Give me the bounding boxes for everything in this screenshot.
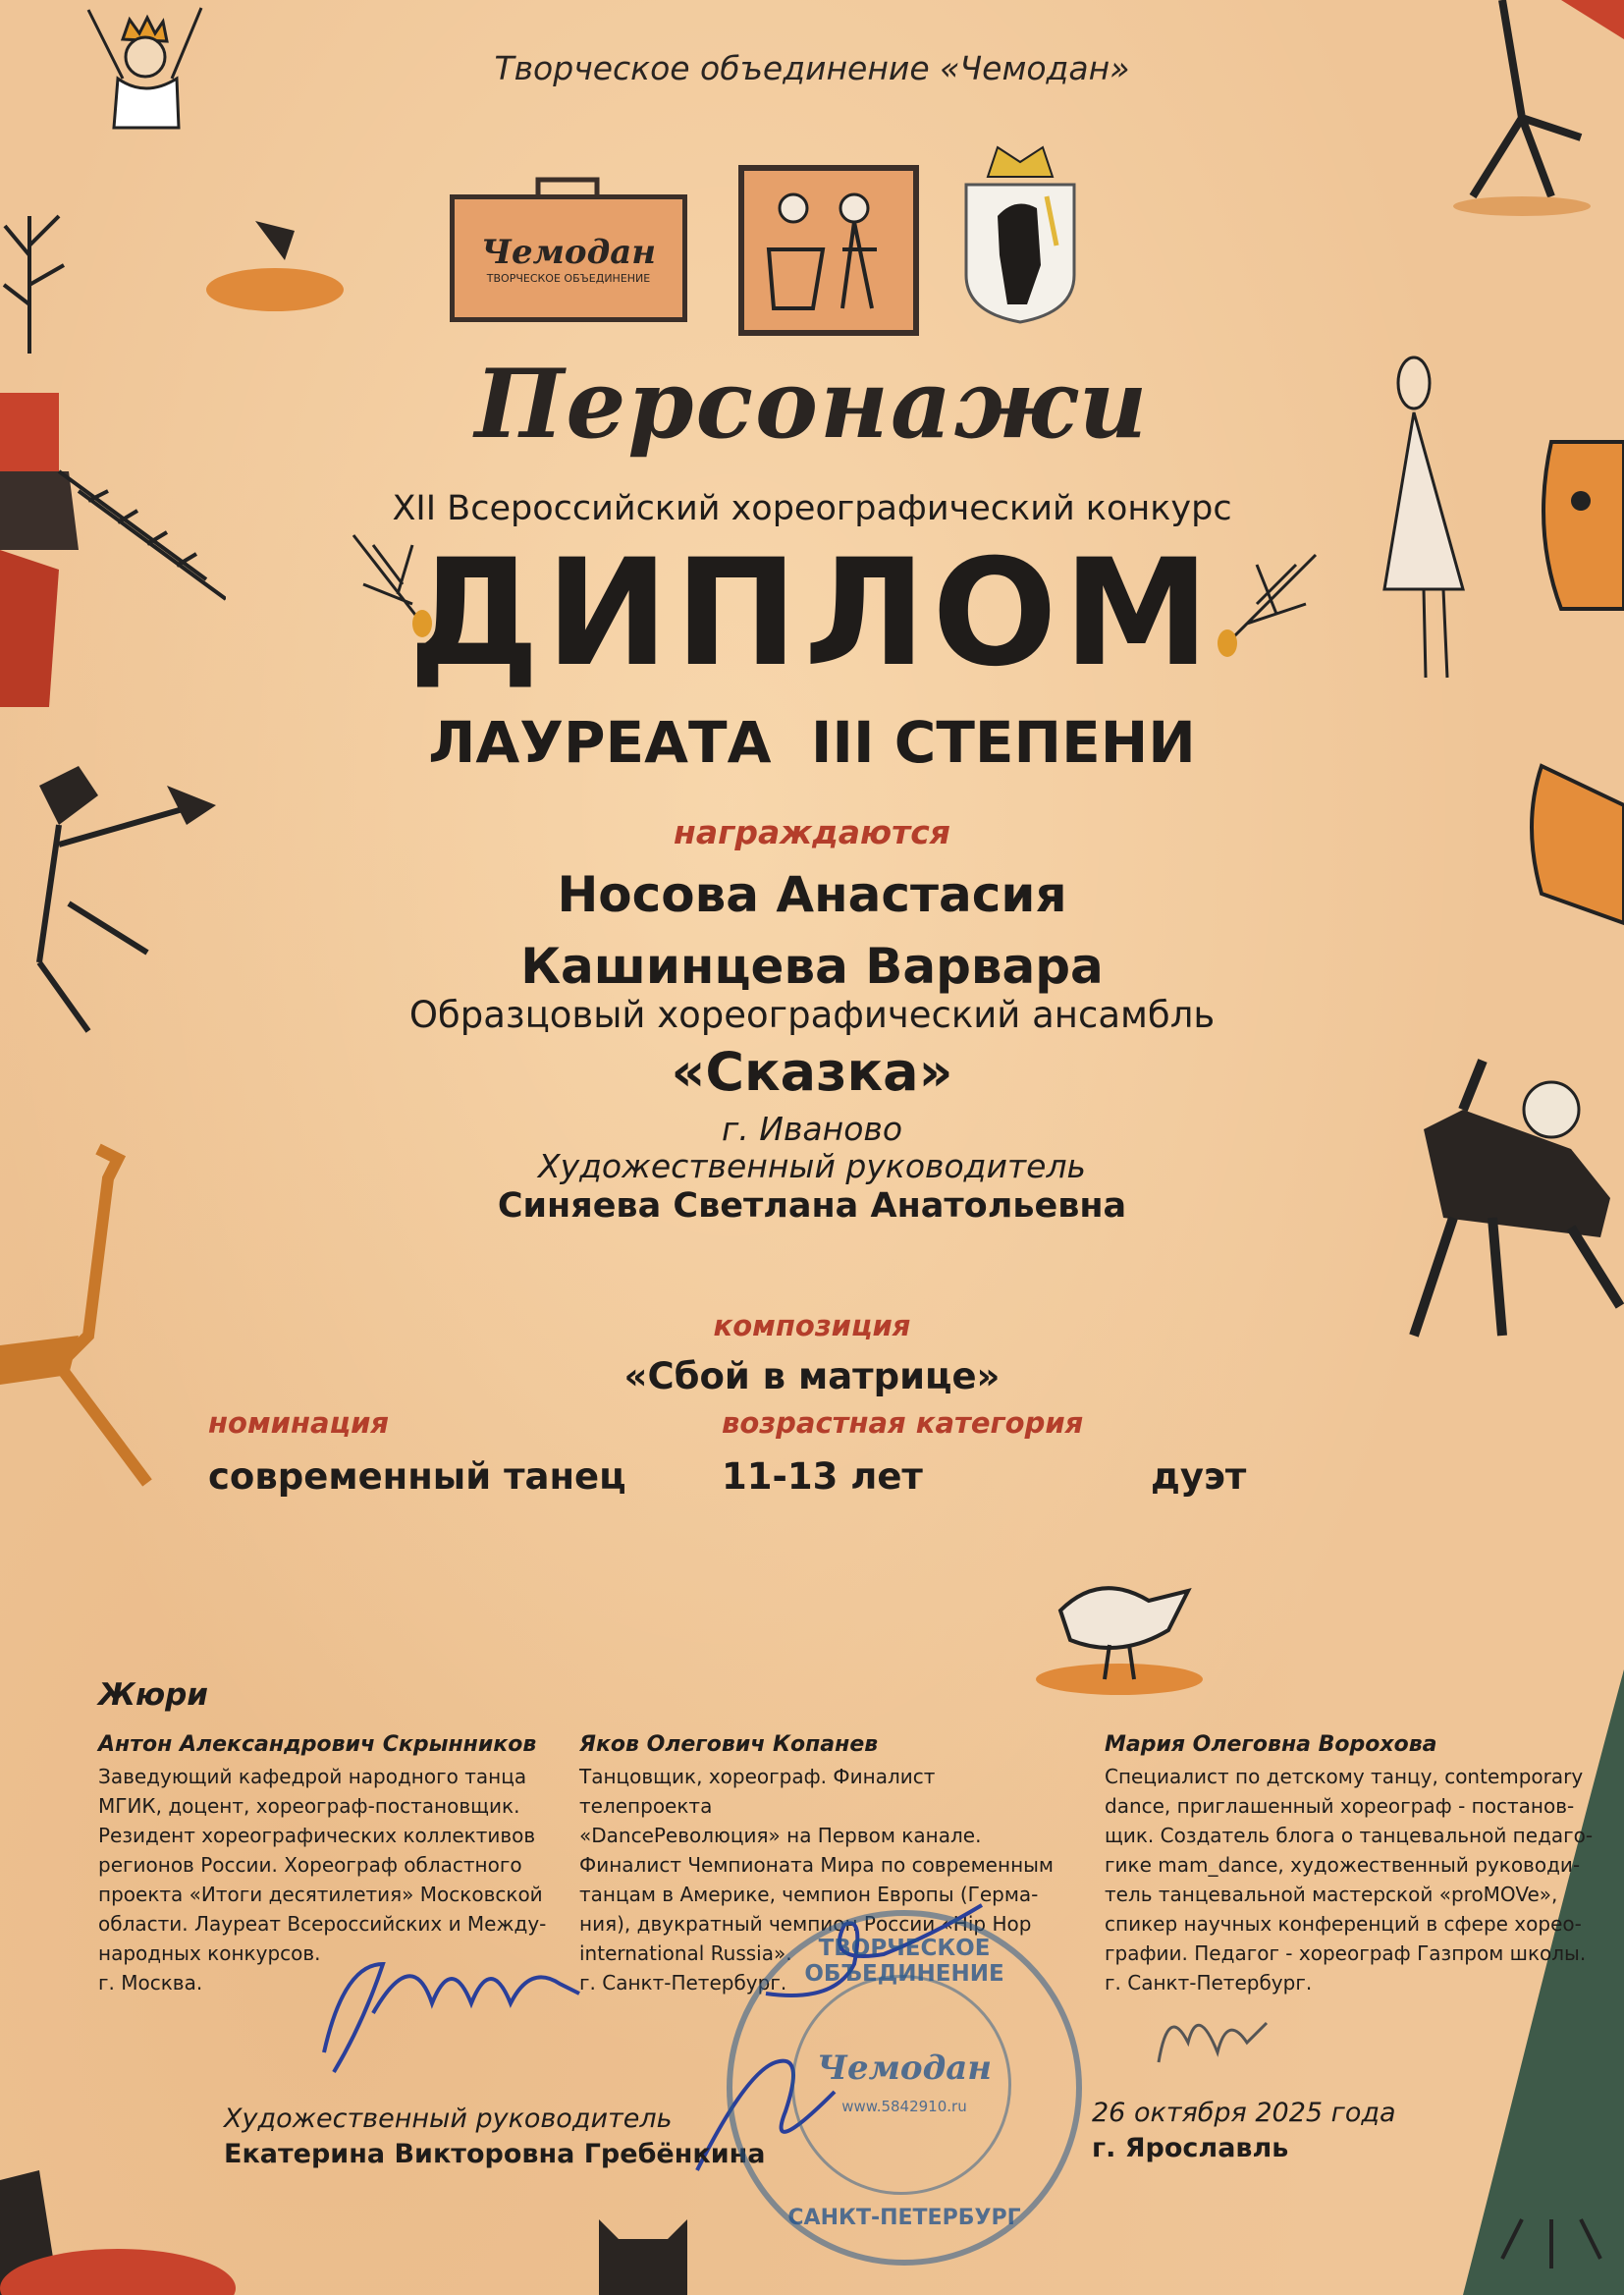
illustration-bird-top xyxy=(196,191,353,329)
brand-title: Персонажи xyxy=(474,349,1150,460)
puppets-icon xyxy=(744,171,901,318)
organization-title: Творческое объединение «Чемодан» xyxy=(494,49,1130,87)
issue-place: г. Ярославль xyxy=(1092,2133,1289,2163)
awardee-name-2: Кашинцева Варвара xyxy=(520,938,1104,995)
chemodan-logo xyxy=(450,194,687,322)
laureate-degree: ЛАУРЕАТА III СТЕПЕНИ xyxy=(428,709,1196,776)
director-title: Художественный руководитель xyxy=(224,2104,673,2134)
director-block xyxy=(224,2102,766,2172)
awardee-name-1: Носова Анастасия xyxy=(557,866,1067,923)
format-value: дуэт xyxy=(1151,1455,1247,1498)
ensemble-description: Образцовый хореографический ансамбль xyxy=(408,994,1216,1036)
stamp-center-text: Чемодан xyxy=(816,2049,993,2088)
bear-crest-icon xyxy=(958,137,1082,324)
leader-name: Синяева Светлана Анатольевна xyxy=(497,1186,1127,1226)
composition-value: «Сбой в матрице» xyxy=(623,1355,1001,1397)
jury-member-description: Специалист по детскому танцу, contemporary dance, приглашенный хореограф - постанов- щик. Создатель блога о танцевальной педаго- гике mam_dance, художественный руководи- тель танцевальной мастерской «proMOVe», спикер научных конференций в сфере хорео- графии. Педагог - хореограф Газпром школы. г. Санкт-Петербург. xyxy=(1105,1765,1594,1994)
contest-title: XII Всероссийский хореографический конкурс xyxy=(392,489,1232,528)
chemodan-logo-subtitle: ТВОРЧЕСКОЕ ОБЪЕДИНЕНИЕ xyxy=(486,271,651,285)
composition-label: композиция xyxy=(713,1309,911,1342)
ensemble-name: «Сказка» xyxy=(671,1041,953,1103)
illustration-top-right-lamp xyxy=(1414,0,1624,216)
signature-vorokhova xyxy=(1139,1984,1276,2092)
awarded-label: награждаются xyxy=(674,813,950,851)
jury-member-description: Заведующий кафедрой народного танца МГИК, доцент, хореограф-постановщик. Резидент хореографических коллективов регионов России. Хореограф областного проекта «Итоги десятилетия» Московской области. Лауреат Всероссийских и Между- народных конкурсов. г. Москва. xyxy=(98,1765,547,1994)
yaroslavl-coat-of-arms xyxy=(958,137,1082,324)
chemodan-logo-text: Чемодан xyxy=(480,232,657,272)
date-place-block xyxy=(1092,2096,1396,2166)
issue-date: 26 октября 2025 года xyxy=(1092,2098,1396,2128)
theater-logo xyxy=(738,165,919,336)
stamp-top-text: ТВОРЧЕСКОЕ ОБЪЕДИНЕНИЕ xyxy=(804,1936,1004,1987)
leader-title: Художественный руководитель xyxy=(537,1147,1086,1185)
illustration-left-tree xyxy=(0,196,79,354)
diploma-title: ДИПЛОМ xyxy=(407,528,1217,699)
age-category-value: 11-13 лет xyxy=(722,1455,923,1498)
jury-member-name: Антон Александрович Скрынников xyxy=(98,1732,537,1757)
ensemble-city: г. Иваново xyxy=(721,1110,903,1148)
jury-member-name: Мария Олеговна Ворохова xyxy=(1105,1732,1437,1757)
illustration-bottom-left xyxy=(0,2102,255,2295)
illustration-bottom-cat xyxy=(589,2200,697,2295)
suitcase-handle-icon xyxy=(533,174,602,199)
illustration-bird-middle xyxy=(1021,1552,1218,1709)
stamp-url: www.5842910.ru xyxy=(841,2098,967,2115)
jury-member-name: Яков Олегович Копанев xyxy=(579,1732,879,1757)
stamp-bottom-text: САНКТ-ПЕТЕРБУРГ xyxy=(787,2206,1021,2230)
nomination-label: номинация xyxy=(208,1406,390,1440)
nomination-value: современный танец xyxy=(208,1455,626,1498)
director-name: Екатерина Викторовна Гребёнкина xyxy=(224,2139,766,2169)
official-stamp xyxy=(727,1910,1082,2266)
jury-member-description: Танцовщик, хореограф. Финалист телепроекта «DanceРеволюция» на Первом канале. Финалист Чемпионата Мира по современным танцам в Америке, чемпион Европы (Герма- ния), двукратный чемпион России «Hip Hop international Russia». г. Санкт-Петербург. xyxy=(579,1765,1055,1994)
age-category-label: возрастная категория xyxy=(722,1406,1084,1440)
jury-member xyxy=(1105,1730,1596,1997)
signature-skrynnikov xyxy=(304,1925,589,2082)
jury-label: Жюри xyxy=(98,1677,208,1713)
